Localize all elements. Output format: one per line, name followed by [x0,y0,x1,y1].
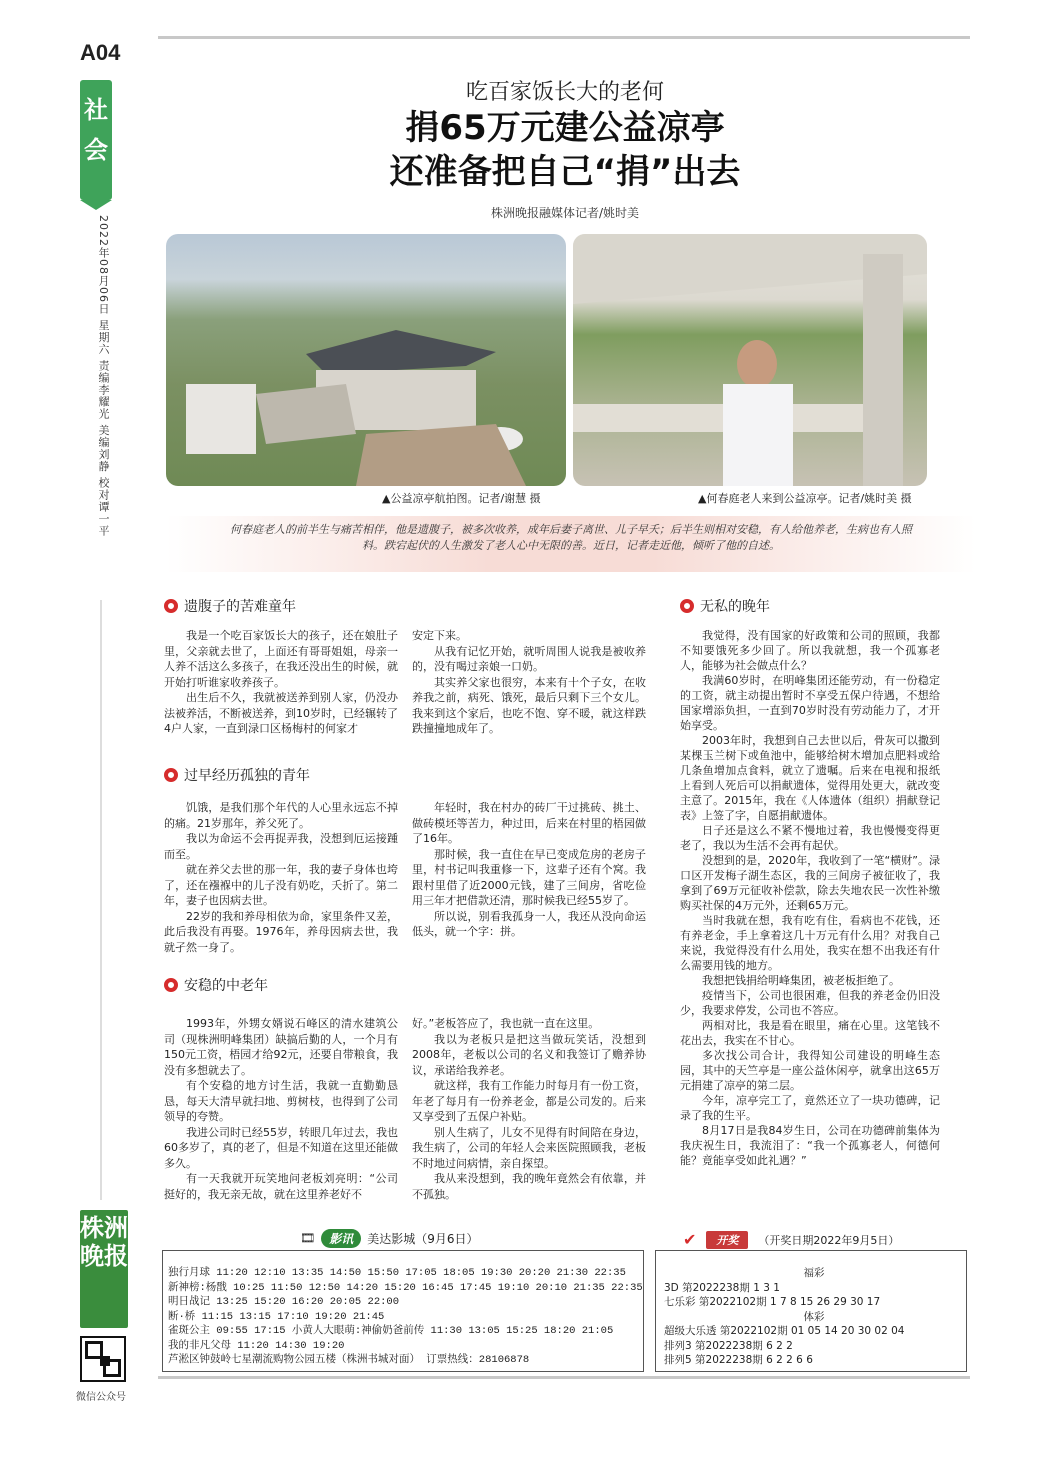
s4-column: 我觉得，没有国家的好政策和公司的照顾，我都不知要饿死多少回了。所以我就想，我一个孤寡老人，能够为社会做点什么？ 我满60岁时，在明峰集团还能劳动，有一份稳定的工资，就主动提出暂时不享受五保户待遇，不想给国家增添负担，一直到70岁时没有劳动能力了，才开始享受。 2003年时，我想到自己去世以后，骨灰可以撒到某棵玉兰树下或鱼池中，能够给树木增加点肥料或给几条鱼增加点食料，就立了遗嘱。后来在电视和报纸上看到人死后可以捐献遗体，觉得用处更大，就改变主意了。2015年，我在《人体遗体（组织）捐献登记表》上签了字，自愿捐献遗体。 日子还是这么不紧不慢地过着，我也慢慢变得更老了，我以为生活不会再有起伏。 没想到的是，2020年，我收到了一笔“横财”。渌口区开发梅子湖生态区，我的三间房子被征收了，我拿到了69万元征收补偿款，除去失地农民一次性补缴购买社保的4万元外，还剩65万元。 当时我就在想，我有吃有住，看病也不花钱，还有养老金，手上拿着这几十万元有什么用？对我自己来说，我觉得没有什么用处，我实在想不出我还有什么需要用钱的地方。 我想把钱捐给明峰集团，被老板拒绝了。 疫情当下，公司也很困难，但我的养老金仍旧没少，我要求停发，公司也不答应。 两相对比，我是看在眼里，痛在心里。这笔钱不花出去，我实在不甘心。 多次找公司合计，我得知公司建设的明峰生态园，其中的天竺亭是一座公益休闲亭，就拿出这65万元捐建了凉亭的第二层。 今年，凉亭完工了，竟然还立了一块功德碑，记录了我的生平。 8月17日是我84岁生日，公司在功德碑前集体为我庆祝生日，我流泪了：“我一个孤寡老人，何德何能？竟能享受如此礼遇？” [680,629,940,1167]
headline [160,106,970,194]
headline-kicker: 吃百家饭长大的老何 [465,80,664,105]
movie-header [300,1228,479,1248]
top-rule [158,36,970,39]
section-badge [80,80,112,200]
film-icon: 🎞 [300,1231,316,1245]
section-heading-2: 过早经历孤独的青年 [164,765,310,785]
bullet-icon [164,768,178,782]
movie-listings: 独行月球 11:20 12:10 13:35 14:50 15:50 17:05 18:05 19:30 20:20 21:30 22:35 新神榜:杨戬 10:25 11:50 12:50 14:20 15:20 16:45 17:45 19:10 20:10 21:35 22:35 明日战记 13:25 15:20 16:20 20:05 22:00 断·桥 11:15 13:15 17:10 19:20 21:45 雀斑公主 09:55 17:15 小黄人大眼萌:神偷奶爸前传 11:30 13:05 15:25 18:20 21:05 我的非凡父母 11:20 14:30 19:20 芦淞区钟鼓岭七星潮流购物公园五楼（株洲书城对面） 订票热线：28106878 [168,1267,643,1366]
section-heading-1: 遗腹子的苦难童年 [164,596,296,616]
sidebar-divider [100,600,102,1200]
qr-code [80,1336,126,1382]
s3-left-column: 1993年，外甥女婿说石峰区的清水建筑公司（现株洲明峰集团）缺搞后勤的人，一个月有150元工资，梧园才给92元，还要自带粮食，我没有多想就去了。 有个安稳的地方讨生活，我就一直勤勤恳恳，每天大清早就扫地、剪树枝，也得到了公司领导的夸赞。 我进公司时已经55岁，转眼几年过去，我也60多岁了，真的老了，但是不知道在这里还能做多久。 有一天我就开玩笑地问老板刘亮明：“公司挺好的，我无亲无故，就在这里养老好不 [164,1017,398,1201]
elder-at-pavilion-photo [573,234,927,486]
lottery-header [683,1230,899,1249]
headline-line2: 还准备把自己“捐”出去 [389,152,741,192]
check-icon: ✔ [683,1230,697,1249]
s2-right-column: 年轻时，我在村办的砖厂干过挑砖、挑土、做砖模坯等苦力，种过田，后来在村里的梧园做了16年。 那时候，我一直住在早已变成危房的老房子里，村书记叫我重修一下，这辈子还有个窝。我跟村里借了近2000元钱，建了三间房，省吃俭用三年才把借款还清，那时候我已经55岁了。 所以说，别看我孤身一人，我还从没向命运低头，就一个字：拼。 [412,801,646,938]
lottery-results: 福彩 3D 第2022238期 1 3 1 七乐彩 第2022102期 1 7 8 15 26 29 30 17 体彩 超级大乐透 第2022102期 01 05 14 20 30 02 04 排列3 第2022238期 6 2 2 排列5 第2022238期 6 2 2 6 6 [664,1266,964,1368]
movie-title: 美达影城（9月6日） [367,1231,479,1246]
pavilion-aerial-photo [166,234,566,486]
bullet-icon [164,599,178,613]
s1-left-column: 我是一个吃百家饭长大的孩子，还在娘肚子里，父亲就去世了，上面还有哥哥姐姐，母亲一人养不活这么多孩子，在我还没出生的时候，就开始打听谁家收养孩子。 出生后不久，我就被送养到别人家，仍没办法被养活，不断被送养，到10岁时，已经辗转了4户人家，一直到渌口区杨梅村的何家才 [164,629,398,735]
bullet-icon [164,978,178,992]
byline: 株洲晚报融媒体记者/姚时美 [490,206,640,220]
section-heading-4: 无私的晚年 [680,596,770,616]
ticai-title: 体彩 [803,1310,825,1323]
section-heading-3: 安稳的中老年 [164,975,268,995]
bottom-rule [158,1376,970,1379]
section-label: 社会 [84,95,108,164]
headline-line1: 捐65万元建公益凉亭 [405,108,725,148]
s3-right-column: 好。”老板答应了，我也就一直在这里。 我以为老板只是把这当做玩笑话，没想到2008年，老板以公司的名义和我签订了赡养协议，承诺给我养老。 就这样，我有工作能力时每月有一份工资，年老了每月有一份养老金，都是公司发的。后来又享受到了五保户补贴。 别人生病了，儿女不见得有时间陪在身边，我生病了，公司的年轻人会来医院照顾我，老板不时地过问病情，亲自探望。 我从来没想到，我的晚年竟然会有依靠，并不孤独。 [412,1017,646,1201]
fucai-title: 福彩 [803,1267,825,1279]
qr-caption: 微信公众号 [76,1392,126,1403]
s1-right-column: 安定下来。 从我有记忆开始，就听周围人说我是被收养的，没有喝过亲娘一口奶。 其实养父家也很穷，本来有十个子女，在收养我之前，病死、饿死，最后只剩下三个女儿。我来到这个家后，也吃不饱、穿不暖，就这样跌跌撞撞地成年了。 [412,629,646,735]
movie-tag: 影讯 [321,1229,361,1248]
lottery-date: （开奖日期2022年9月5日） [758,1233,900,1247]
bullet-icon [680,599,694,613]
date-line: 2022年08月06日 星期六 责编李耀光 美编刘静 校对谭一平 [97,215,110,537]
paper-logo: 株洲晚报 [80,1210,128,1328]
photo1-caption: ▲公益凉亭航拍图。记者/谢慧 摄 [382,492,541,505]
lottery-tag: 开奖 [706,1231,748,1249]
photo2-caption: ▲何春庭老人来到公益凉亭。记者/姚时美 摄 [698,492,912,505]
section-badge-tail [80,200,112,210]
page-number: A04 [80,40,121,65]
s2-left-column: 饥饿，是我们那个年代的人心里永远忘不掉的痛。21岁那年，养父死了。 我以为命运不会再捉弄我，没想到厄运接踵而至。 就在养父去世的那一年，我的妻子身体也垮了，还在襁褓中的儿子没有奶吃，夭折了。第二年，妻子也因病去世。 22岁的我和养母相依为命，家里条件又差，此后我没有再娶。1976年，养母因病去世，我就孑然一身了。 [164,801,398,954]
intro-summary: 何春庭老人的前半生与痛苦相伴，他是遗腹子，被多次收养，成年后妻子离世、儿子早夭；后半生则相对安稳，有人给他养老，生病也有人照料。跌宕起伏的人生激发了老人心中无限的善。近日，记者走近他，倾听了他的自述。 [166,516,976,572]
